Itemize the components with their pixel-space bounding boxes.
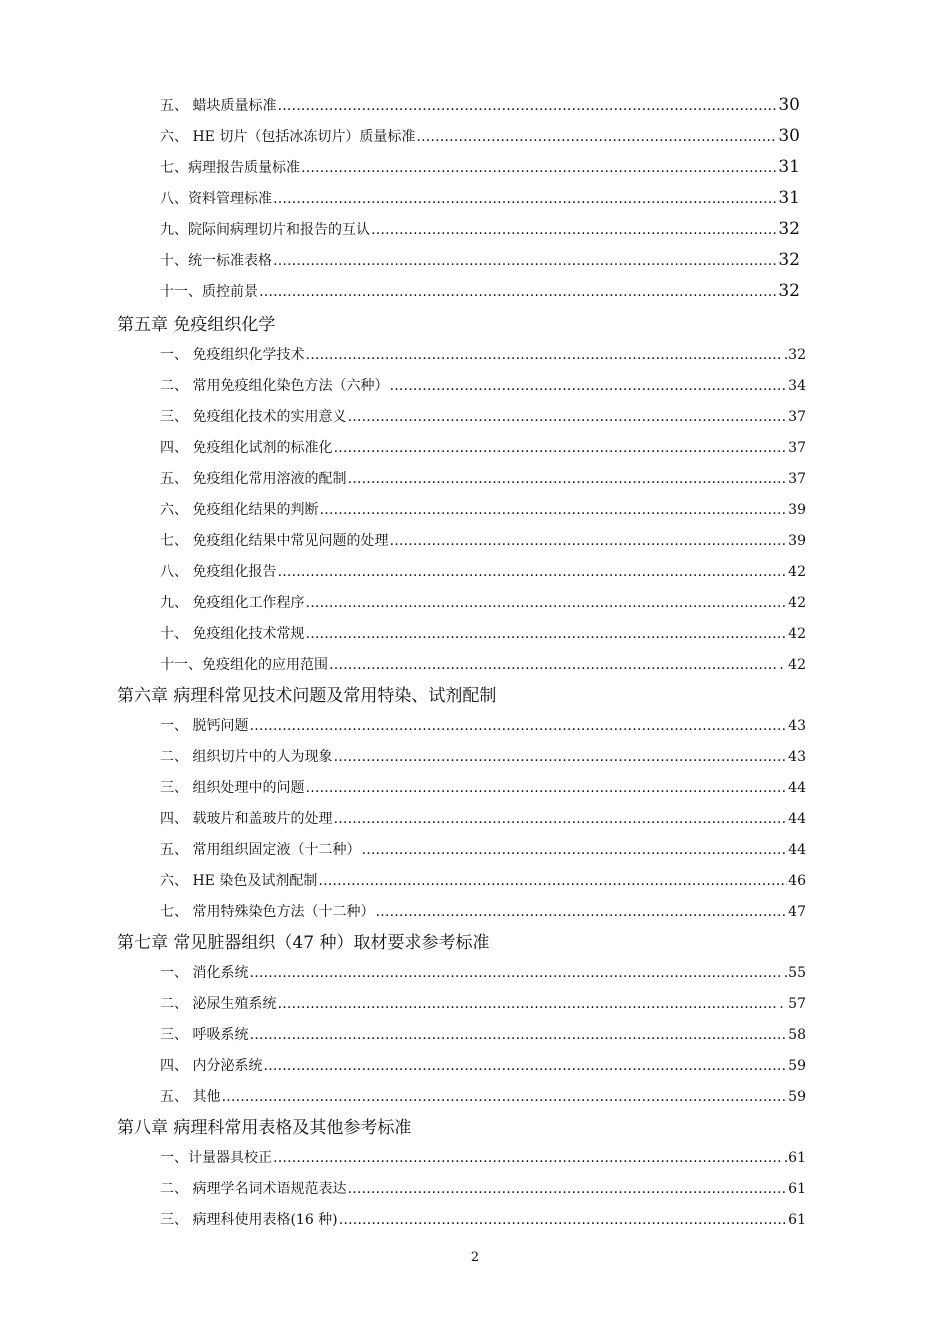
- toc-entry[interactable]: [160, 654, 806, 674]
- dot-leader: [263, 1058, 787, 1074]
- toc-entry[interactable]: [160, 250, 800, 270]
- dot-leader: [375, 904, 787, 920]
- entry-title: 三、 免疫组化技术的实用意义: [160, 409, 347, 425]
- entry-page-number: 42: [788, 564, 806, 580]
- toc-chapter-heading[interactable]: [117, 1113, 411, 1138]
- dot-leader: [318, 873, 787, 889]
- entry-page-number: . 57: [779, 996, 806, 1012]
- entry-title: 七、 免疫组化结果中常见问题的处理: [160, 533, 389, 549]
- entry-page-number: 43: [788, 718, 806, 734]
- page-number: 2: [470, 1250, 480, 1265]
- dot-leader: [273, 1150, 783, 1166]
- entry-title: 三、 组织处理中的问题: [160, 780, 305, 796]
- dot-leader: [347, 409, 787, 425]
- entry-title: 一、 脱钙问题: [160, 718, 249, 734]
- dot-leader: [371, 222, 777, 238]
- entry-title: 六、 HE 染色及试剂配制: [160, 873, 318, 889]
- entry-title: 五、 其他: [160, 1089, 221, 1105]
- toc-entry[interactable]: [160, 344, 806, 364]
- entry-title: 十一、质控前景: [160, 284, 258, 300]
- entry-title: 四、 内分泌系统: [160, 1058, 263, 1074]
- toc-chapter-heading[interactable]: [117, 681, 496, 706]
- toc-entry[interactable]: [160, 188, 800, 208]
- entry-page-number: 42: [788, 626, 806, 642]
- dot-leader: [329, 657, 778, 673]
- entry-page-number: .55: [783, 965, 806, 981]
- toc-entry[interactable]: [160, 808, 806, 828]
- chapter-title: 第五章 免疫组织化学: [117, 315, 276, 335]
- entry-page-number: 58: [788, 1027, 806, 1043]
- dot-leader: [416, 129, 777, 145]
- chapter-title: 第七章 常见脏器组织（47 种）取材要求参考标准: [117, 933, 490, 953]
- toc-entry[interactable]: [160, 219, 800, 239]
- entry-title: 一、 消化系统: [160, 965, 249, 981]
- toc-entry[interactable]: [160, 715, 806, 735]
- entry-page-number: 31: [778, 157, 800, 177]
- entry-page-number: 39: [788, 533, 806, 549]
- dot-leader: [389, 533, 787, 549]
- entry-page-number: 37: [788, 409, 806, 425]
- entry-title: 八、 免疫组化报告: [160, 564, 277, 580]
- entry-title: 二、 泌尿生殖系统: [160, 996, 277, 1012]
- entry-title: 一、计量器具校正: [160, 1150, 272, 1166]
- entry-title: 四、 免疫组化试剂的标准化: [160, 440, 333, 456]
- toc-entry[interactable]: [160, 746, 806, 766]
- dot-leader: [273, 253, 777, 269]
- entry-title: 六、 免疫组化结果的判断: [160, 502, 319, 518]
- dot-leader: [305, 780, 787, 796]
- entry-page-number: 32: [778, 250, 800, 270]
- toc-entry[interactable]: [160, 561, 806, 581]
- dot-leader: [301, 160, 777, 176]
- entry-title: 九、院际间病理切片和报告的互认: [160, 222, 370, 238]
- entry-title: 十、 免疫组化技术常规: [160, 626, 305, 642]
- dot-leader: [221, 1089, 787, 1105]
- entry-title: 十一、免疫组化的应用范围: [160, 657, 328, 673]
- dot-leader: [249, 965, 782, 981]
- entry-title: 九、 免疫组化工作程序: [160, 595, 305, 611]
- entry-page-number: 37: [788, 471, 806, 487]
- toc-entry[interactable]: [160, 126, 800, 146]
- entry-title: 三、 病理科使用表格(16 种): [160, 1212, 338, 1228]
- dot-leader: [277, 996, 778, 1012]
- toc-entry[interactable]: [160, 1209, 806, 1229]
- entry-title: 七、病理报告质量标准: [160, 160, 300, 176]
- entry-page-number: 32: [778, 281, 800, 301]
- dot-leader: [259, 284, 777, 300]
- entry-page-number: 39: [788, 502, 806, 518]
- toc-chapter-heading[interactable]: [117, 310, 275, 335]
- entry-page-number: 44: [788, 780, 806, 796]
- entry-page-number: 30: [778, 95, 800, 115]
- entry-page-number: 37: [788, 440, 806, 456]
- dot-leader: [305, 595, 787, 611]
- toc-entry[interactable]: [160, 499, 806, 519]
- entry-page-number: 59: [788, 1058, 806, 1074]
- entry-title: 十、统一标准表格: [160, 253, 272, 269]
- entry-title: 五、 常用组织固定液（十二种）: [160, 842, 361, 858]
- entry-page-number: 42: [788, 595, 806, 611]
- toc-entry[interactable]: [160, 1086, 806, 1106]
- dot-leader: [361, 842, 787, 858]
- dot-leader: [273, 191, 777, 207]
- entry-page-number: 47: [788, 904, 806, 920]
- entry-page-number: 44: [788, 842, 806, 858]
- entry-page-number: 32: [778, 219, 800, 239]
- entry-page-number: 31: [778, 188, 800, 208]
- toc-entry[interactable]: [160, 281, 800, 301]
- toc-entry[interactable]: [160, 623, 806, 643]
- entry-page-number: 61: [788, 1212, 806, 1228]
- dot-leader: [339, 1212, 788, 1228]
- dot-leader: [305, 347, 782, 363]
- toc-entry[interactable]: [160, 870, 806, 890]
- dot-leader: [249, 1027, 787, 1043]
- entry-title: 五、 蜡块质量标准: [160, 98, 277, 114]
- toc-entry[interactable]: [160, 962, 806, 982]
- chapter-title: 第六章 病理科常见技术问题及常用特染、试剂配制: [117, 686, 497, 706]
- entry-page-number: 61: [788, 1181, 806, 1197]
- toc-entry[interactable]: [160, 1055, 806, 1075]
- dot-leader: [347, 1181, 787, 1197]
- toc-entry[interactable]: [160, 157, 800, 177]
- dot-leader: [347, 471, 787, 487]
- entry-title: 二、 常用免疫组化染色方法（六种）: [160, 378, 389, 394]
- entry-title: 六、 HE 切片（包括冰冻切片）质量标准: [160, 129, 416, 145]
- entry-page-number: . 42: [779, 657, 806, 673]
- toc-entry[interactable]: [160, 437, 806, 457]
- entry-title: 八、资料管理标准: [160, 191, 272, 207]
- dot-leader: [333, 440, 787, 456]
- chapter-title: 第八章 病理科常用表格及其他参考标准: [117, 1118, 412, 1138]
- entry-title: 二、 组织切片中的人为现象: [160, 749, 333, 765]
- entry-page-number: 46: [788, 873, 806, 889]
- entry-title: 三、 呼吸系统: [160, 1027, 249, 1043]
- entry-page-number: 30: [778, 126, 800, 146]
- entry-page-number: 59: [788, 1089, 806, 1105]
- toc-entry[interactable]: [160, 1024, 806, 1044]
- toc-entry[interactable]: [160, 530, 806, 550]
- entry-title: 二、 病理学名词术语规范表达: [160, 1181, 347, 1197]
- dot-leader: [277, 98, 777, 114]
- toc-entry[interactable]: [160, 468, 806, 488]
- toc-entry[interactable]: [160, 901, 806, 921]
- dot-leader: [249, 718, 787, 734]
- dot-leader: [389, 378, 787, 394]
- toc-entry[interactable]: [160, 993, 806, 1013]
- toc-entry[interactable]: [160, 1147, 806, 1167]
- entry-page-number: 43: [788, 749, 806, 765]
- toc-entry[interactable]: [160, 839, 806, 859]
- entry-title: 四、 载玻片和盖玻片的处理: [160, 811, 333, 827]
- entry-page-number: .61: [783, 1150, 806, 1166]
- toc-entry[interactable]: [160, 1178, 806, 1198]
- entry-title: 七、 常用特殊染色方法（十二种）: [160, 904, 375, 920]
- entry-title: 五、 免疫组化常用溶液的配制: [160, 471, 347, 487]
- toc-entry[interactable]: [160, 375, 806, 395]
- toc-entry[interactable]: [160, 406, 806, 426]
- dot-leader: [305, 626, 787, 642]
- toc-chapter-heading[interactable]: [117, 928, 489, 953]
- entry-page-number: .32: [783, 347, 806, 363]
- dot-leader: [333, 811, 787, 827]
- entry-page-number: 44: [788, 811, 806, 827]
- dot-leader: [333, 749, 787, 765]
- toc-entry[interactable]: [160, 592, 806, 612]
- dot-leader: [319, 502, 787, 518]
- dot-leader: [277, 564, 787, 580]
- entry-page-number: 34: [788, 378, 806, 394]
- entry-title: 一、 免疫组织化学技术: [160, 347, 305, 363]
- toc-entry[interactable]: [160, 95, 800, 115]
- toc-entry[interactable]: [160, 777, 806, 797]
